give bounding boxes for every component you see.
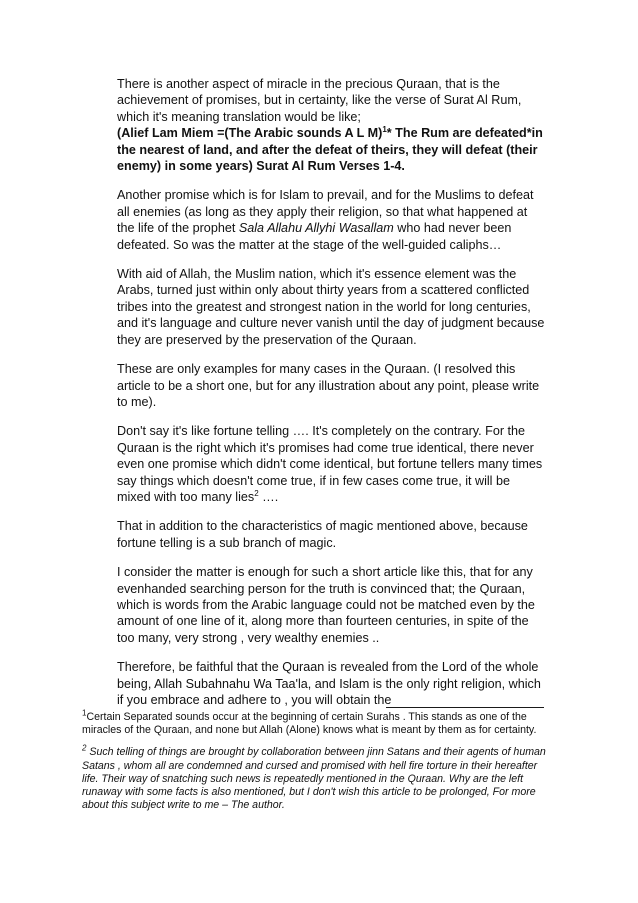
footnote-2-mark: 2 (82, 743, 87, 753)
paragraph-7: I consider the matter is enough for such a short article like this, that for any evenhanded searching person for the truth is convinced that; the Quraan, which is words from the Arabic language could not be matched even by the amount of one line of it, along more than fourteen centuries, in spite of the too many, very strong , very wealthy enemies .. (117, 565, 535, 645)
footnote-2 (82, 743, 552, 812)
paragraph-3: With aid of Allah, the Muslim nation, which it's essence element was the Arabs, turned just within only about thirty years from a scattered conflicted tribes into the greatest and strongest nation in the world for long centuries, and it's language and culture never vanish until the day of judgment because they are preserved by the preservation of the Quraan. (117, 267, 545, 347)
paragraph-5-text-a: Don't say it's like fortune telling …. It's completely on the contrary. For the Quraan is the right which it's promises had come true identical, there never even one promise which didn't come identical, but fortune tellers many times say things which doesn't come true, if in few cases come true, it will be mixed with too many lies (117, 424, 543, 504)
footnote-divider (386, 707, 544, 708)
prophet-honorific: Sala Allahu Allyhi Wasallam (238, 221, 394, 236)
paragraph-1 (117, 76, 547, 174)
paragraph-5 (117, 423, 547, 505)
paragraph-4: These are only examples for many cases in the Quraan. (I resolved this article to be a short one, but for any illustration about any point, please write to me). (117, 362, 540, 409)
footnote-1-mark: 1 (82, 708, 87, 718)
paragraph-2-text-a: Another promise which is for Islam to prevail, and for the Muslims to defeat all enemies (as long as they apply their religion, so that what happened at the life of the prophet (117, 188, 534, 236)
footnote-1-text: Certain Separated sounds occur at the beginning of certain Surahs . This stands as one of the miracles of the Quraan, and none but Allah (Alone) knows what is meant by them as for certainty. (82, 711, 537, 737)
paragraph-8: Therefore, be faithful that the Quraan is revealed from the Lord of the whole being, Allah Subahnahu Wa Taa'la, and Islam is the only right religion, which if you embrace and adhere to , you will obtain the (117, 660, 541, 707)
verse-quote (117, 126, 543, 173)
paragraph-1-text: There is another aspect of miracle in the precious Quraan, that is the achievement of promises, but in certainty, like the verse of Surat Al Rum, which it's meaning translation would be like; (117, 77, 522, 124)
paragraph-6: That in addition to the characteristics of magic mentioned above, because fortune telling is a sub branch of magic. (117, 519, 528, 550)
footnote-2-text: Such telling of things are brought by collaboration between jinn Satans and their agents of human Satans , whom all are condemned and cursed and promised with hell fire torture in their hereafter life. Their way of snatching such news is repeatedly mentioned in the Quraan. Why are the left runaway with some facts is also mentioned, but I don't wish this article to be prolonged, For more about this subject write to me – The author. (82, 746, 546, 812)
verse-quote-part-a: (Alief Lam Miem =(The Arabic sounds A L M) (117, 126, 383, 141)
footnote-1 (82, 708, 552, 737)
article-body (117, 76, 547, 721)
verse-quote-part-b: * The Rum are defeated*in the nearest of land, and after the defeat of theirs, they will defeat (their enemy) in some years) Surat Al Rum Verses 1-4. (117, 126, 543, 174)
footnote-ref-2: 2 (254, 488, 259, 498)
paragraph-5-text-b: …. (258, 489, 279, 504)
footnote-ref-1: 1 (382, 125, 387, 135)
paragraph-2-text-b: who had never been defeated. So was the matter at the stage of the well-guided caliphs… (117, 221, 512, 252)
footnotes-section (82, 708, 552, 821)
paragraph-2 (117, 187, 547, 253)
